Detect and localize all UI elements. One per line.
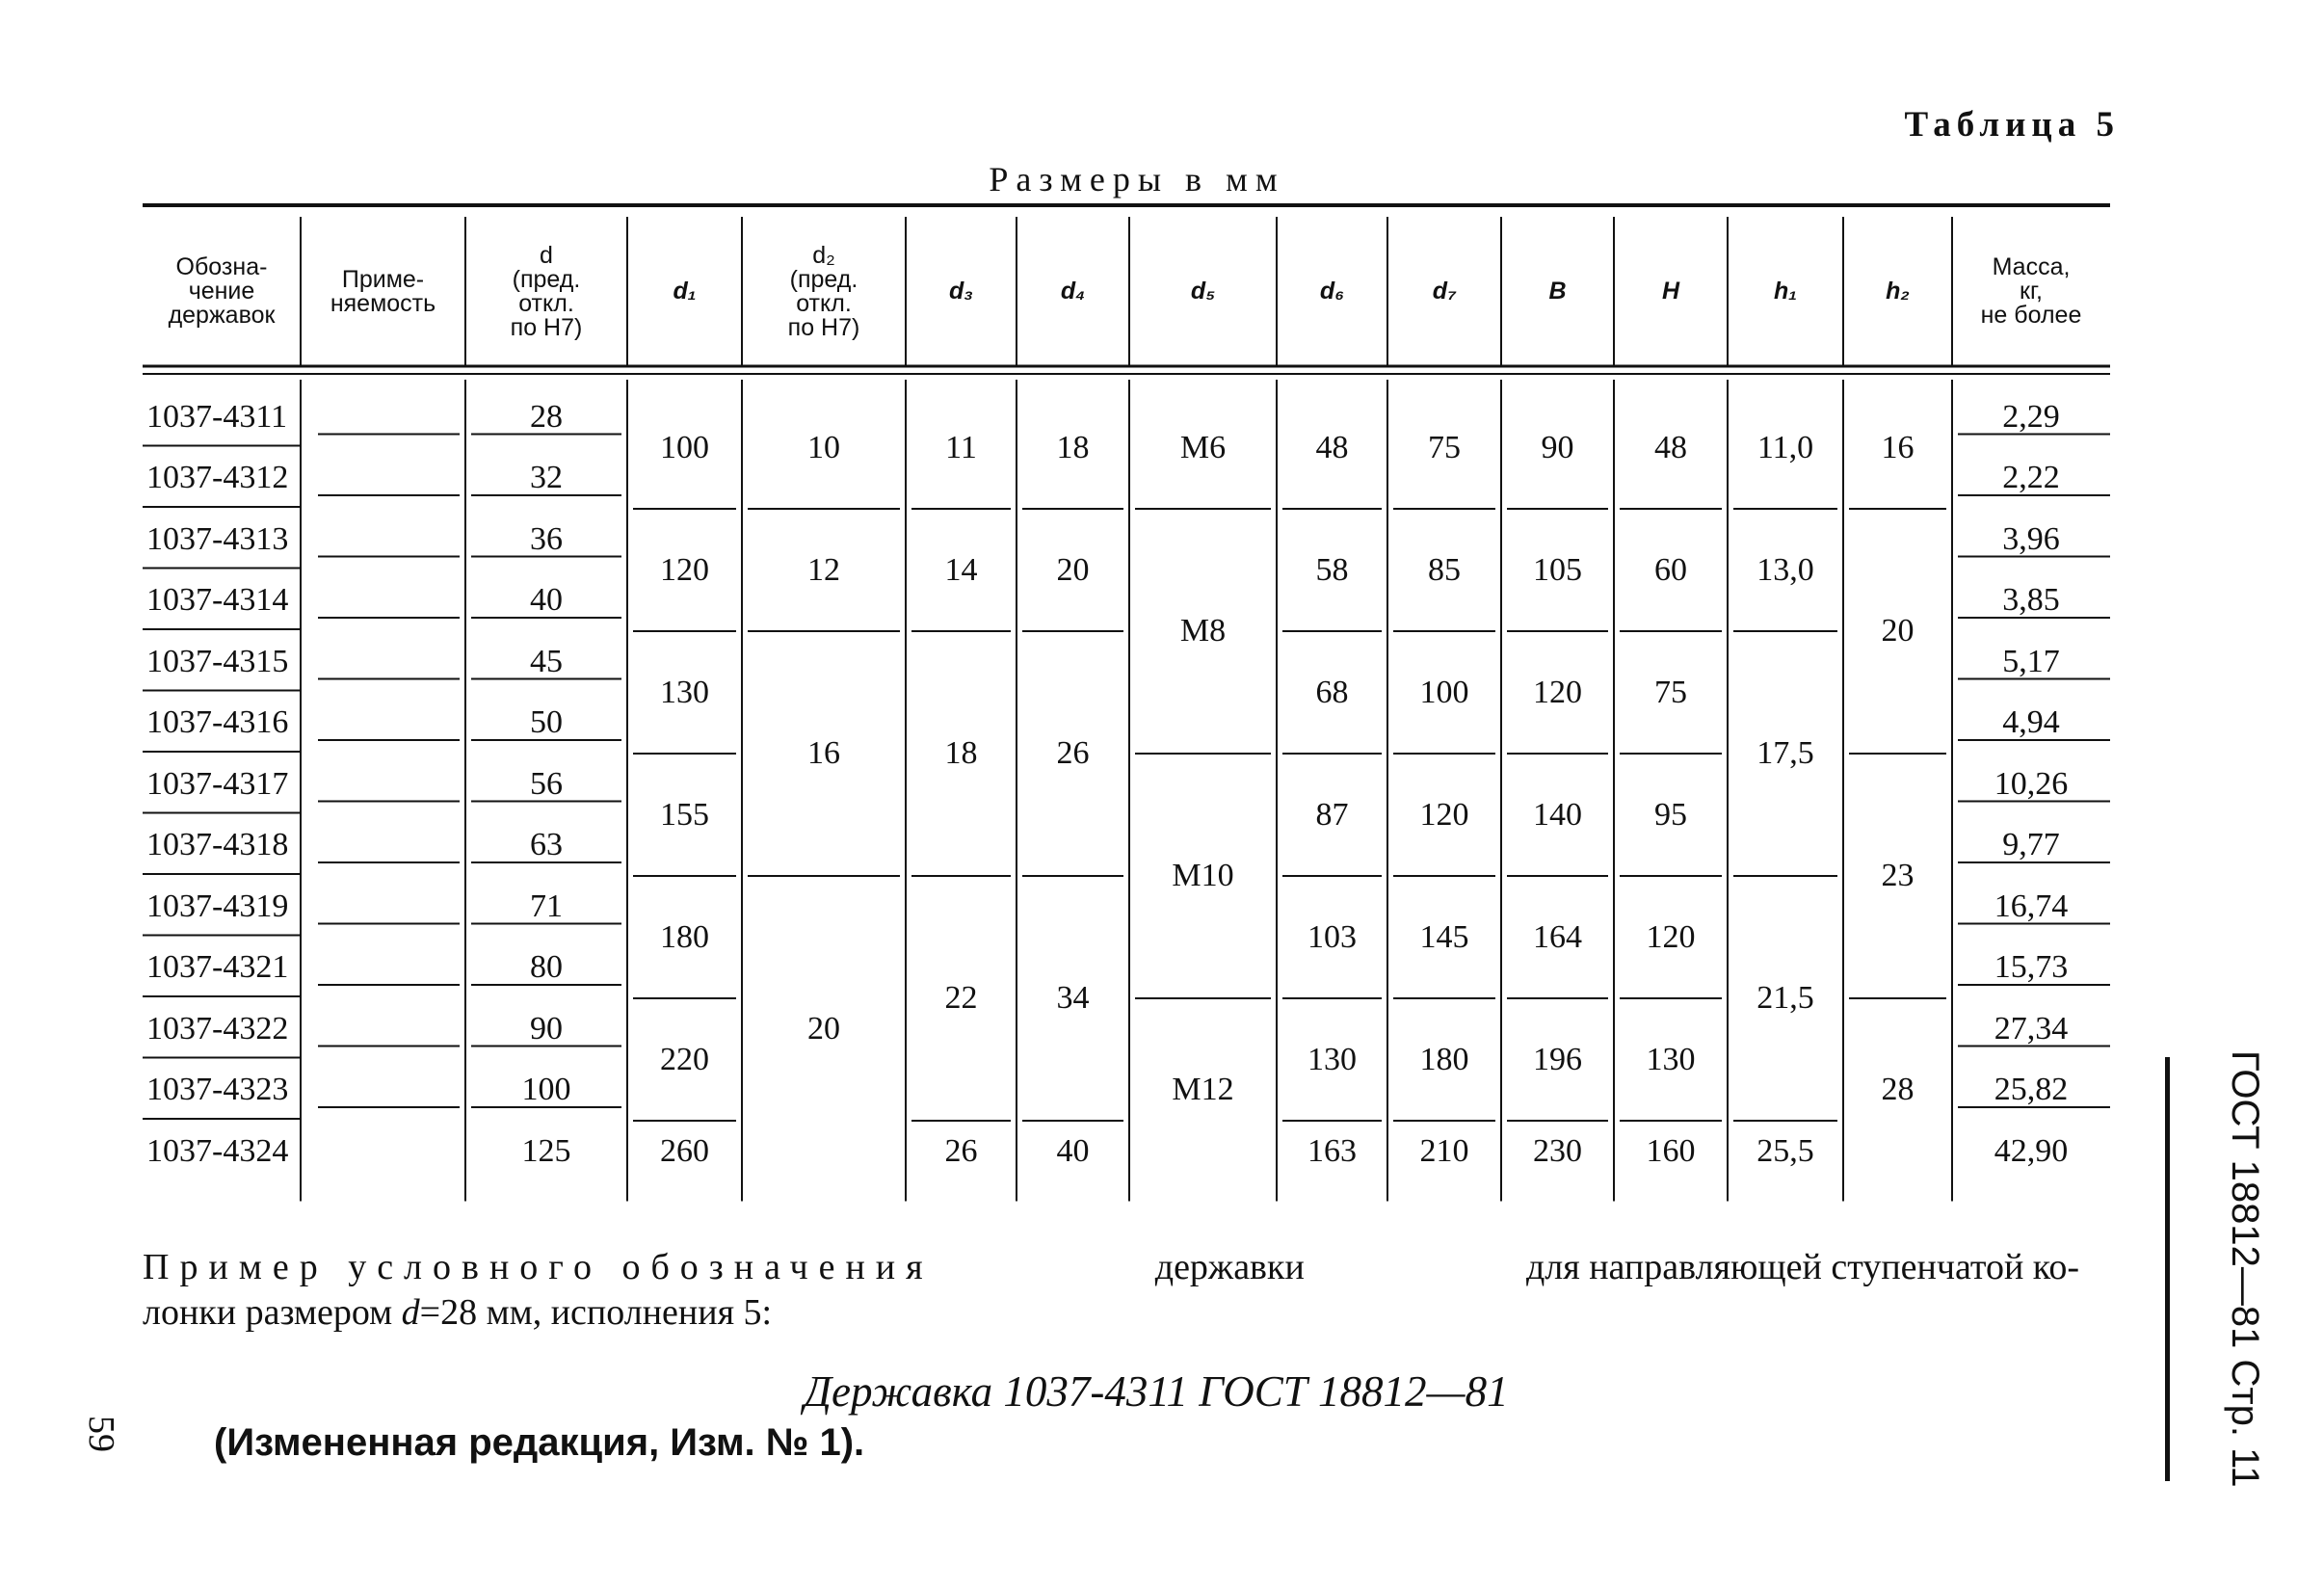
H-cell: 48 <box>1654 429 1687 465</box>
h1-cell: 13,0 <box>1756 551 1814 588</box>
d-cell: 50 <box>530 704 563 741</box>
B-cell: 140 <box>1533 796 1582 833</box>
mass-cell: 10,26 <box>1994 765 2069 802</box>
standard-page-label: ГОСТ 18812—81 Стр. 11 <box>2224 1050 2266 1488</box>
d5-cell: М8 <box>1179 613 1227 649</box>
d-cell: 63 <box>530 827 563 863</box>
d6-cell: 163 <box>1307 1132 1357 1169</box>
mass-cell: 25,82 <box>1994 1072 2069 1108</box>
d6-cell: 130 <box>1307 1041 1357 1077</box>
H-cell: 160 <box>1646 1132 1696 1169</box>
H-cell: 75 <box>1654 674 1687 710</box>
d1-cell: 130 <box>660 674 709 710</box>
table-title: Таблица 5 <box>1904 105 2120 145</box>
H-cell: 95 <box>1654 796 1687 833</box>
h2-cell: 28 <box>1881 1072 1915 1108</box>
d6-cell: 68 <box>1315 674 1349 710</box>
h1-cell: 11,0 <box>1756 429 1814 465</box>
d-cell: 56 <box>530 765 563 802</box>
d3-cell: 26 <box>944 1132 978 1169</box>
designation-cell: 1037-4314 <box>146 582 289 619</box>
d6-cell: 48 <box>1315 429 1349 465</box>
d4-cell: 26 <box>1056 735 1090 771</box>
h2-cell: 20 <box>1881 613 1915 649</box>
d2-cell: 16 <box>807 735 840 771</box>
mass-cell: 42,90 <box>1994 1132 2069 1169</box>
d-cell: 45 <box>530 643 563 679</box>
designation-cell: 1037-4319 <box>146 888 289 924</box>
header-B: B <box>1548 278 1567 305</box>
h2-cell: 16 <box>1881 429 1915 465</box>
d6-cell: 103 <box>1307 918 1357 955</box>
designation-cell: 1037-4317 <box>146 765 289 802</box>
d4-cell: 40 <box>1056 1132 1090 1169</box>
d3-cell: 14 <box>944 551 978 588</box>
d2-cell: 20 <box>807 1010 840 1047</box>
example-line-2 <box>143 1291 772 1334</box>
mass-cell: 9,77 <box>2002 827 2060 863</box>
h1-cell: 25,5 <box>1756 1132 1814 1169</box>
d5-cell: М12 <box>1172 1072 1234 1108</box>
d3-cell: 11 <box>945 429 977 465</box>
header-d2: d₂ (пред. откл. по Н7) <box>787 241 860 341</box>
h1-cell: 17,5 <box>1756 735 1814 771</box>
designation-cell: 1037-4315 <box>146 643 289 679</box>
header-mass: Масса, кг, не более <box>1980 253 2082 329</box>
d7-cell: 210 <box>1419 1132 1469 1169</box>
example-lead: Пример условного обозначения <box>143 1247 934 1287</box>
designation-cell: 1037-4321 <box>146 949 289 986</box>
d4-cell: 18 <box>1056 429 1090 465</box>
edition-note: (Измененная редакция, Изм. № 1). <box>214 1421 865 1464</box>
header-h1: h₁ <box>1773 278 1798 305</box>
header-h2: h₂ <box>1886 278 1910 305</box>
d7-cell: 145 <box>1419 918 1469 955</box>
d-cell: 90 <box>530 1010 563 1047</box>
units-caption: Размеры в мм <box>989 160 1285 199</box>
B-cell: 120 <box>1533 674 1582 710</box>
designation-cell: 1037-4313 <box>146 520 289 557</box>
B-cell: 105 <box>1533 551 1582 588</box>
designation-cell: 1037-4312 <box>146 460 289 496</box>
designation-cell: 1037-4322 <box>146 1010 289 1047</box>
header-d6: d₆ <box>1319 278 1345 305</box>
d1-cell: 220 <box>660 1041 709 1077</box>
h1-cell: 21,5 <box>1756 980 1814 1016</box>
example-variable: d <box>401 1292 420 1333</box>
mass-cell: 4,94 <box>2002 704 2060 741</box>
d2-cell: 12 <box>807 551 840 588</box>
H-cell: 60 <box>1654 551 1687 588</box>
B-cell: 196 <box>1533 1041 1582 1077</box>
d1-cell: 180 <box>660 918 709 955</box>
d-cell: 100 <box>521 1072 571 1108</box>
d5-cell: М6 <box>1179 429 1227 465</box>
d7-cell: 120 <box>1419 796 1469 833</box>
d5-cell: М10 <box>1172 858 1234 893</box>
d4-cell: 20 <box>1056 551 1090 588</box>
B-cell: 90 <box>1541 429 1574 465</box>
d1-cell: 155 <box>660 796 709 833</box>
designation-cell: 1037-4316 <box>146 704 289 741</box>
d-cell: 28 <box>530 398 563 435</box>
header-d4: d₄ <box>1060 278 1086 305</box>
header-d7: d₇ <box>1432 278 1457 305</box>
mass-cell: 3,85 <box>2002 582 2060 619</box>
d2-cell: 10 <box>807 429 840 465</box>
d1-cell: 120 <box>660 551 709 588</box>
mass-cell: 2,22 <box>2002 460 2060 496</box>
d7-cell: 100 <box>1419 674 1469 710</box>
d1-cell: 260 <box>660 1132 709 1169</box>
H-cell: 120 <box>1646 918 1696 955</box>
designation-cell: 1037-4324 <box>146 1132 289 1169</box>
example-word: державки <box>1154 1247 1305 1287</box>
d-cell: 125 <box>521 1132 571 1169</box>
d3-cell: 22 <box>944 980 978 1016</box>
d6-cell: 58 <box>1315 551 1349 588</box>
d4-cell: 34 <box>1056 980 1090 1016</box>
page-number: 59 <box>81 1416 121 1452</box>
header-d: d (пред. откл. по Н7) <box>510 241 583 341</box>
example-line2-pre: лонки размером <box>143 1292 393 1333</box>
mass-cell: 3,96 <box>2002 520 2060 557</box>
d-cell: 71 <box>530 888 563 924</box>
mass-cell: 15,73 <box>1994 949 2069 986</box>
designation-cell: 1037-4323 <box>146 1072 289 1108</box>
mass-cell: 5,17 <box>2002 643 2060 679</box>
mass-cell: 16,74 <box>1994 888 2069 924</box>
d-cell: 32 <box>530 460 563 496</box>
d-cell: 80 <box>530 949 563 986</box>
header-designation: Обозна- чение державок <box>168 253 276 329</box>
header-d3: d₃ <box>949 278 973 305</box>
d7-cell: 85 <box>1428 551 1461 588</box>
B-cell: 230 <box>1533 1132 1582 1169</box>
d1-cell: 100 <box>660 429 709 465</box>
header-H: H <box>1661 278 1680 305</box>
H-cell: 130 <box>1646 1041 1696 1077</box>
d7-cell: 180 <box>1419 1041 1469 1077</box>
example-designation: Державка 1037-4311 ГОСТ 18812—81 <box>804 1367 1509 1416</box>
designation-cell: 1037-4318 <box>146 827 289 863</box>
designation-cell: 1037-4311 <box>146 398 288 435</box>
header-d1: d₁ <box>673 278 697 305</box>
d7-cell: 75 <box>1428 429 1461 465</box>
header-d5: d₅ <box>1190 278 1216 305</box>
d3-cell: 18 <box>944 735 978 771</box>
example-rest: для направляющей ступенчатой ко- <box>1525 1247 2079 1287</box>
d-cell: 40 <box>530 582 563 619</box>
side-rule <box>2165 1057 2170 1481</box>
example-line-1 <box>143 1246 2079 1288</box>
example-line2-post: =28 мм, исполнения 5: <box>419 1292 773 1333</box>
h2-cell: 23 <box>1881 858 1915 893</box>
d-cell: 36 <box>530 520 563 557</box>
mass-cell: 2,29 <box>2002 398 2060 435</box>
mass-cell: 27,34 <box>1994 1010 2069 1047</box>
header-applicability: Приме- няемость <box>330 265 436 317</box>
B-cell: 164 <box>1533 918 1582 955</box>
d6-cell: 87 <box>1315 796 1349 833</box>
